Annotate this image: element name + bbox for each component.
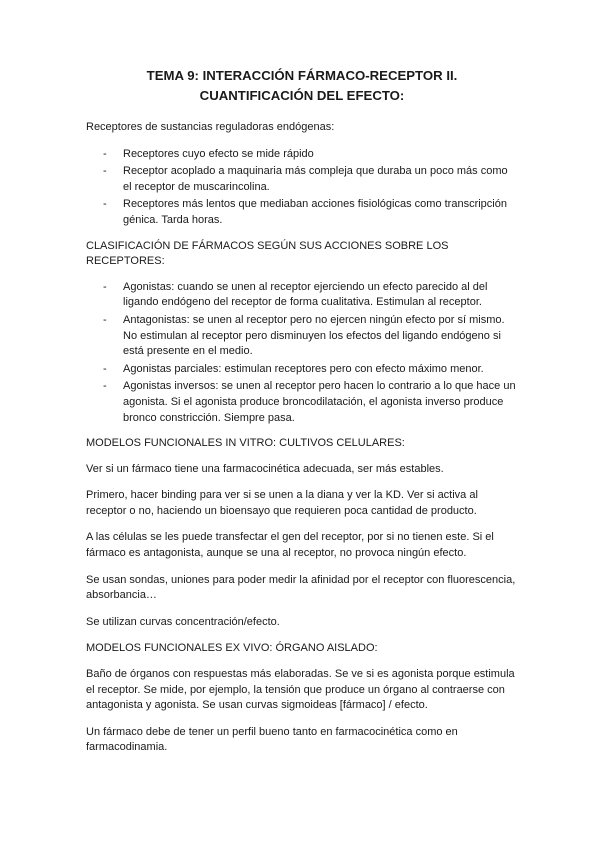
- list-item-text: Agonistas inversos: se unen al receptor pero hacen lo contrario a lo que hace un agonista. Si el agonista produce broncodilatación, el agonista inverso produce bronco constricción. Siempre pasa.: [123, 380, 516, 424]
- dash-bullet: -: [103, 380, 107, 393]
- document-page: [86, 66, 518, 767]
- dash-bullet: -: [103, 313, 107, 326]
- invitro-paragraph: Ver si un fármaco tiene una farmacocinética adecuada, ser más estables.: [86, 462, 444, 475]
- dash-bullet: -: [103, 198, 107, 211]
- exvivo-paragraph: Un fármaco debe de tener un perfil bueno tanto en farmacocinética como en farmacodinamia.: [86, 725, 458, 754]
- exvivo-heading: MODELOS FUNCIONALES EX VIVO: ÓRGANO AISLADO:: [86, 642, 378, 655]
- list-item: [86, 164, 518, 195]
- intro-paragraph: Receptores de sustancias reguladoras endógenas:: [86, 121, 335, 133]
- list-item: [86, 362, 518, 378]
- classification-heading: CLASIFICACIÓN DE FÁRMACOS SEGÚN SUS ACCIONES SOBRE LOS RECEPTORES:: [86, 239, 449, 268]
- classification-list: [86, 280, 518, 426]
- title-line-1: TEMA 9: INTERACCIÓN FÁRMACO-RECEPTOR II.: [146, 68, 458, 83]
- exvivo-paragraph: Baño de órganos con respuestas más elaboradas. Se ve si es agonista porque estimula el receptor. Se mide, por ejemplo, la tensión que produce un órgano al contraerse con antagonista y agonista. Se usan curvas sigmoideas [fármaco] / efecto.: [86, 668, 515, 712]
- title-line-2: CUANTIFICACIÓN DEL EFECTO:: [199, 88, 405, 103]
- dash-bullet: -: [103, 165, 107, 178]
- dash-bullet: -: [103, 147, 107, 160]
- list-item-text: Receptores cuyo efecto se mide rápido: [123, 147, 314, 160]
- list-item: [86, 147, 518, 163]
- list-item-text: Antagonistas: se unen al receptor pero no ejercen ningún efecto por sí mismo. No estimulan al receptor pero disminuyen los efectos del ligando endógeno si está presente en el medio.: [123, 313, 505, 358]
- dash-bullet: -: [103, 280, 107, 293]
- invitro-paragraph: A las células se les puede transfectar el gen del receptor, por si no tienen este. Si el fármaco es antagonista, aunque se una al receptor, no provoca ningún efecto.: [86, 531, 494, 560]
- list-item: [86, 379, 518, 426]
- list-item-text: Receptores más lentos que mediaban acciones fisiológicas como transcripción génica. Tarda horas.: [123, 198, 507, 226]
- receptor-types-list: [86, 147, 518, 229]
- list-item-text: Agonistas: cuando se unen al receptor ejerciendo un efecto parecido al del ligando endógeno del receptor de forma cualitativa. Estimulan al receptor.: [123, 280, 488, 309]
- list-item-text: Receptor acoplado a maquinaria más compleja que duraba un poco más como el receptor de muscarincolina.: [123, 165, 508, 193]
- invitro-heading: MODELOS FUNCIONALES IN VITRO: CULTIVOS CELULARES:: [86, 437, 405, 450]
- invitro-paragraph: Se utilizan curvas concentración/efecto.: [86, 615, 280, 628]
- document-title: [86, 66, 518, 106]
- invitro-paragraph: Se usan sondas, uniones para poder medir la afinidad por el receptor con fluorescencia, absorbancia…: [86, 573, 516, 602]
- invitro-paragraph: Primero, hacer binding para ver si se unen a la diana y ver la KD. Ver si activa al receptor o no, haciendo un bioensayo que requieren poca cantidad de producto.: [86, 489, 478, 517]
- list-item: [86, 197, 518, 228]
- list-item: [86, 313, 518, 360]
- list-item-text: Agonistas parciales: estimulan receptores pero con efecto máximo menor.: [123, 362, 484, 375]
- list-item: [86, 280, 518, 311]
- dash-bullet: -: [103, 362, 107, 375]
